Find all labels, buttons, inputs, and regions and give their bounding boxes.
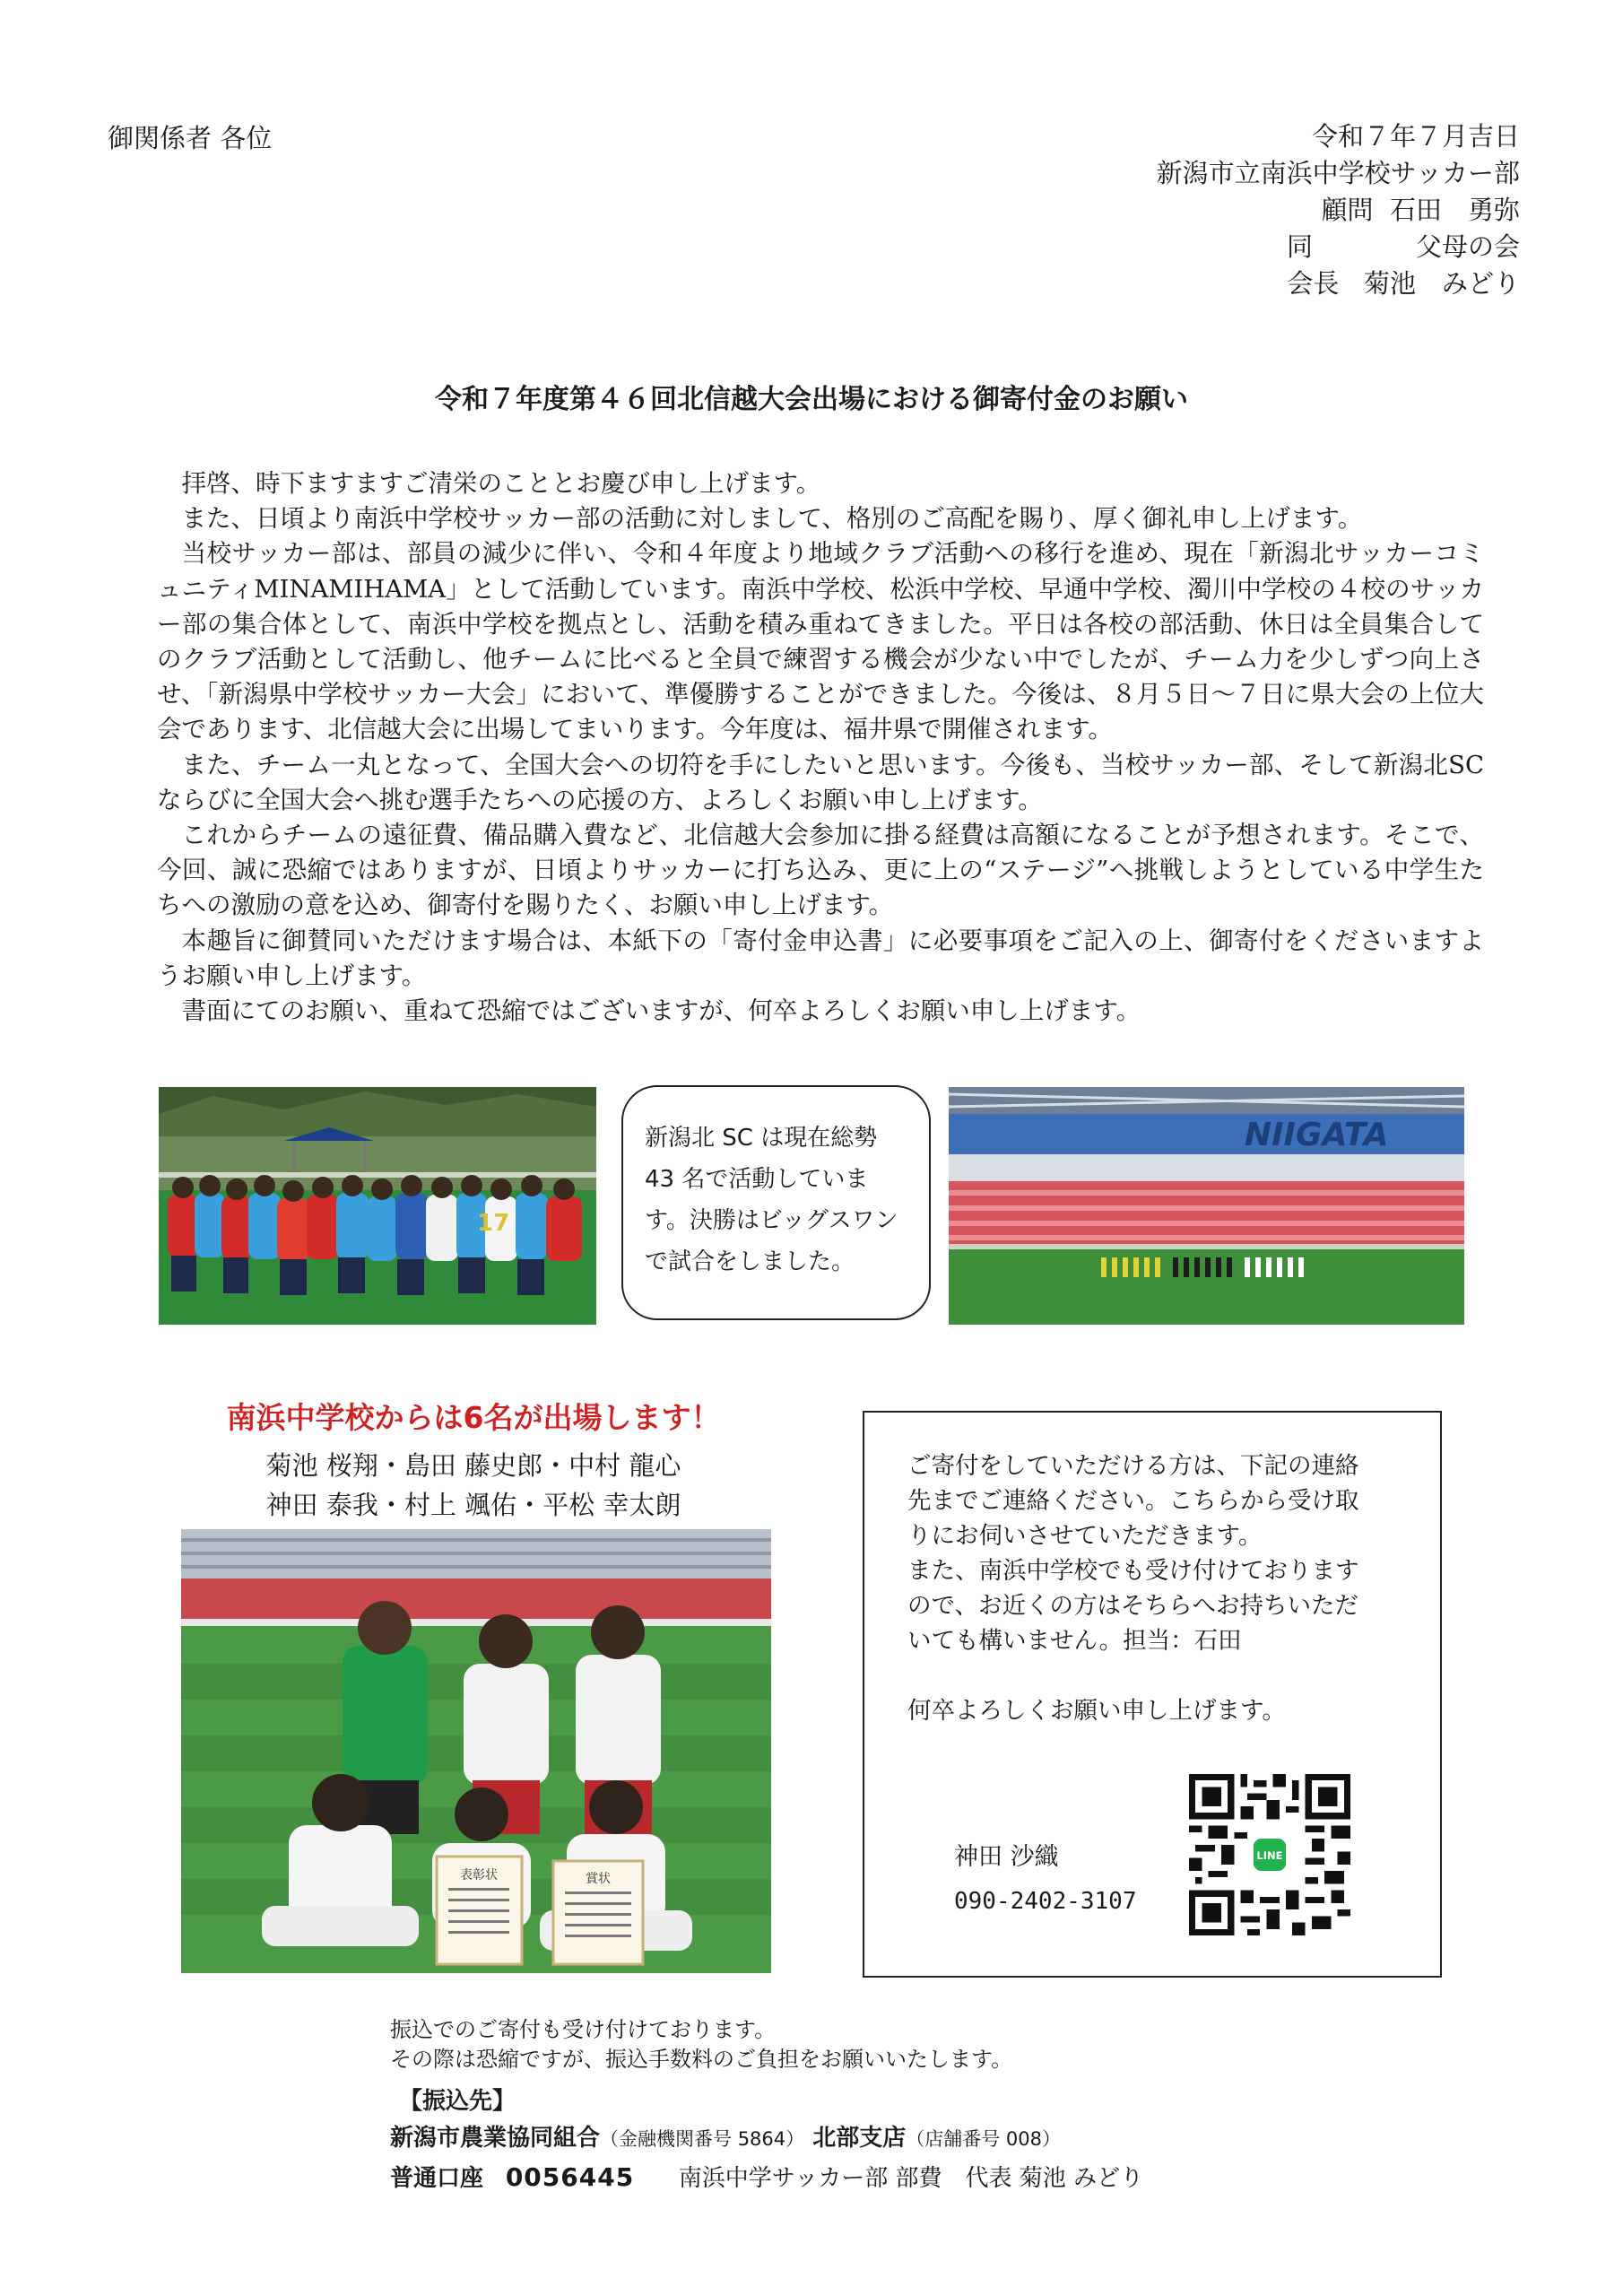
- addressee: 御関係者 各位: [108, 123, 273, 153]
- transfer-note: 振込でのご寄付も受け付けております。: [390, 2017, 777, 2042]
- chair-title: 会長: [1287, 268, 1340, 299]
- certificate-title: 賞状: [586, 1872, 611, 1886]
- advisor-name: 石田 勇弥: [1389, 195, 1520, 225]
- callout-line: す。決勝はビッグスワン: [645, 1207, 898, 1234]
- account-line: [390, 2160, 1143, 2193]
- contact-text: [907, 1448, 1405, 1728]
- organization: 新潟市立南浜中学校サッカー部: [1156, 158, 1520, 188]
- stadium-photo: [949, 1087, 1464, 1325]
- document-title: 令和７年度第４６回北信越大会出場における御寄付金のお願い: [435, 384, 1188, 415]
- contact-phone: 090-2402-3107: [954, 1888, 1137, 1915]
- callout-line: 43 名で活動していま: [645, 1166, 869, 1193]
- player-names-line: 菊池 桜翔・島田 藤史郎・中村 龍心: [265, 1450, 681, 1481]
- stadium-banner: NIIGATA: [1245, 1117, 1389, 1153]
- contact-box: [863, 1411, 1442, 1978]
- body-text: [157, 466, 1484, 1029]
- contact-line: [907, 1658, 1405, 1693]
- body-paragraph: 拝啓、時下ますますご清栄のこととお慶び申し上げます。: [181, 469, 821, 498]
- chair-name: 菊池 みどり: [1363, 268, 1520, 299]
- body-paragraph: 書面にてのお願い、重ねて恐縮ではございますが、何卒よろしくお願い申し上げます。: [181, 996, 1141, 1026]
- contact-name: 神田 沙織: [954, 1843, 1059, 1871]
- body-paragraph: また、チーム一丸となって、全国大会への切符を手にしたいと思います。今後も、当校サッカー部、そして新潟北SCならびに全国大会へ挑む選手たちへの応援の方、よろしくお願い申し上げます。: [157, 750, 1484, 814]
- players-heading: 南浜中学校からは6名が出場します！: [226, 1400, 721, 1435]
- transfer-heading: 【振込先】: [399, 2088, 516, 2115]
- advisor-title: 顧問: [1321, 195, 1374, 225]
- account-holder: 南浜中学サッカー部 部費 代表 菊池 みどり: [678, 2165, 1144, 2192]
- callout-bubble: [621, 1085, 931, 1320]
- contact-line: また、南浜中学校でも受け付けております: [907, 1557, 1359, 1585]
- contact-line: いても構いません。担当：石田: [907, 1627, 1242, 1655]
- body-paragraph: これからチームの遠征費、備品購入費など、北信越大会参加に掛る経費は高額になることが予想されます。そこで、今回、誠に恐縮ではありますが、日頃よりサッカーに打ち込み、更に上の“ステージ”へ挑戦しようとしている中学生たちへの激励の意を込め、御寄付を賜りたく、お願い申し上げます。: [157, 821, 1484, 920]
- parents-group: 父母の会: [1415, 231, 1520, 262]
- transfer-notes: [390, 2015, 1012, 2074]
- body-paragraph: 本趣旨に御賛同いただけます場合は、本紙下の「寄付金申込書」に必要事項をご記入の上、御寄付をくださいますようお願い申し上げます。: [157, 926, 1484, 990]
- line-logo-text: LINE: [1256, 1849, 1283, 1863]
- jersey-number: 17: [477, 1210, 510, 1237]
- player-names-line: 神田 泰我・村上 颯佑・平松 幸太朗: [265, 1490, 681, 1520]
- branch-code: （店舗番号 008）: [906, 2128, 1061, 2150]
- body-paragraph: 当校サッカー部は、部員の減少に伴い、令和４年度より地域クラブ活動への移行を進め、現在「新潟北サッカーコミュニティMINAMIHAMA」として活動しています。南浜中学校、松浜中学校、早通中学校、濁川中学校の４校のサッカー部の集合体として、南浜中学校を拠点とし、活動を積み重ねてきました。平日は各校の部活動、休日は全員集合してのクラブ活動として活動し、他チームに比べると全員で練習する機会が少ない中でしたが、チーム力を少しずつ向上させ、「新潟県中学校サッカー大会」において、準優勝することができました。今後は、８月５日～７日に県大会の上位大会であります、北信越大会に出場してまいります。今年度は、福井県で開催されます。: [157, 539, 1484, 744]
- players-photo: [181, 1529, 771, 1973]
- contact-line: ご寄付をしていただける方は、下記の連絡: [907, 1452, 1359, 1480]
- advisor-line: [1018, 192, 1520, 229]
- callout-line: 新潟北 SC は現在総勢: [645, 1125, 878, 1152]
- body-paragraph: また、日頃より南浜中学校サッカー部の活動に対しまして、格別のご高配を賜り、厚く御礼申し上げます。: [181, 504, 1363, 534]
- issue-date: 令和７年７月吉日: [1311, 121, 1520, 152]
- contact-line: 先までご連絡ください。こちらから受け取: [907, 1487, 1359, 1515]
- issuer-block: [1018, 118, 1520, 302]
- qr-code-icon[interactable]: [1189, 1774, 1350, 1935]
- bank-code: （金融機関番号 5864）: [600, 2128, 805, 2150]
- account-number: 0056445: [505, 2162, 635, 2192]
- bank-line: [390, 2119, 1061, 2152]
- chair-line: [1018, 265, 1520, 302]
- transfer-note: その際は恐縮ですが、振込手数料のご負担をお願いいたします。: [390, 2047, 1013, 2072]
- certificate-title: 表彰状: [460, 1868, 498, 1883]
- branch-name: 北部支店: [812, 2125, 907, 2152]
- contact-line: ので、お近くの方はそちらへお持ちいただ: [907, 1592, 1358, 1620]
- bank-name: 新潟市農業協同組合: [390, 2125, 601, 2152]
- team-huddle-photo: [159, 1087, 596, 1325]
- contact-line: りにお伺いさせていただきます。: [907, 1522, 1263, 1550]
- parents-line: [1287, 229, 1520, 265]
- account-type: 普通口座: [390, 2165, 484, 2192]
- callout-line: で試合をしました。: [645, 1248, 855, 1275]
- player-names: [195, 1446, 751, 1525]
- parents-prefix: 同: [1287, 231, 1314, 262]
- contact-line: 何卒よろしくお願い申し上げます。: [907, 1697, 1286, 1725]
